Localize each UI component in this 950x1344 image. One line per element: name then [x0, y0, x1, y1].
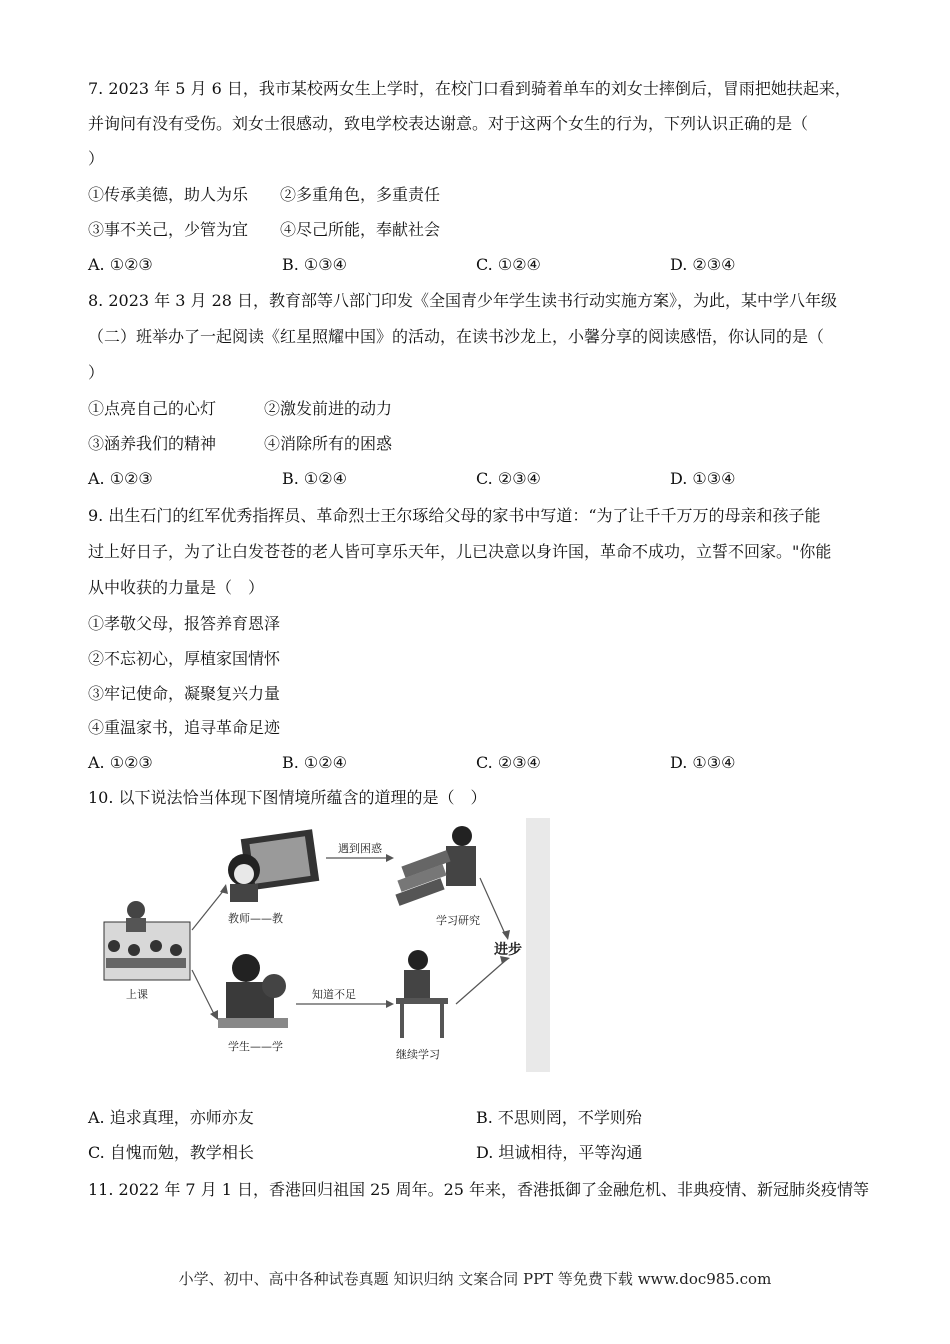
- q7-statements-1: ①传承美德，助人为乐 ②多重角色，多重责任: [88, 185, 441, 204]
- q7-statements-2: ③事不关己，少管为宜 ④尽己所能，奉献社会: [88, 220, 441, 239]
- q9-option-c: C. ②③④: [476, 753, 541, 772]
- arrow-label-confusion: 遇到困惑: [338, 842, 382, 855]
- q9-option-a: A. ①②③: [88, 753, 153, 772]
- q9-statement-4: ④重温家书，追寻革命足迹: [88, 718, 281, 737]
- q8-stem-line-1: 8. 2023 年 3 月 28 日，教育部等八部门印发《全国青少年学生读书行动实施方案》，为此，某中学八年级: [88, 291, 838, 310]
- q10-option-c: C. 自愧而勉，教学相长: [88, 1143, 254, 1162]
- q9-stem-line-1: 9. 出生石门的红军优秀指挥员、革命烈士王尔琢给父母的家书中写道：“为了让千千万万的母亲和孩子能: [88, 506, 821, 525]
- q7-stem-line-1: 7. 2023 年 5 月 6 日，我市某校两女生上学时，在校门口看到骑着单车的刘女士摔倒后，冒雨把她扶起来，: [88, 79, 851, 98]
- page-footer: 小学、初中、高中各种试卷真题 知识归纳 文案合同 PPT 等免费下载 www.doc985.com: [178, 1270, 772, 1288]
- q10-stem: 10. 以下说法恰当体现下图情境所蕴含的道理的是（ ）: [88, 788, 487, 807]
- label-research: 学习研究: [436, 914, 480, 927]
- q10-option-b: B. 不思则罔，不学则殆: [476, 1108, 642, 1127]
- q7-option-d: D. ②③④: [670, 255, 736, 274]
- q8-statements-2: ③涵养我们的精神 ④消除所有的困惑: [88, 434, 393, 453]
- q10-option-d: D. 坦诚相待，平等沟通: [476, 1143, 643, 1162]
- q9-stem-line-2: 过上好日子，为了让白发苍苍的老人皆可享乐天年，儿已决意以身许国，革命不成功，立誓不回家。"你能: [88, 542, 832, 561]
- q9-statement-3: ③牢记使命，凝聚复兴力量: [88, 684, 281, 703]
- label-class: 上课: [126, 988, 148, 1001]
- q7-option-b: B. ①③④: [282, 255, 347, 274]
- q9-option-b: B. ①②④: [282, 753, 347, 772]
- q10-illustration: [96, 818, 550, 1072]
- q7-stem-line-2: 并询问有没有受伤。刘女士很感动，致电学校表达谢意。对于这两个女生的行为，下列认识正确的是（: [88, 114, 809, 133]
- q7-option-a: A. ①②③: [88, 255, 153, 274]
- q8-option-b: B. ①②④: [282, 469, 347, 488]
- q9-stem-line-3: 从中收获的力量是（ ）: [88, 578, 265, 597]
- q8-stem-line-2: （二）班举办了一起阅读《红星照耀中国》的活动，在读书沙龙上，小馨分享的阅读感悟，你认同的是（: [88, 327, 825, 346]
- q9-statement-2: ②不忘初心，厚植家国情怀: [88, 649, 281, 668]
- q7-option-c: C. ①②④: [476, 255, 541, 274]
- label-student: 学生——学: [228, 1040, 283, 1053]
- q8-option-d: D. ①③④: [670, 469, 736, 488]
- q11-stem-line-1: 11. 2022 年 7 月 1 日，香港回归祖国 25 周年。25 年来，香港抵御了金融危机、非典疫情、新冠肺炎疫情等: [88, 1180, 870, 1199]
- q9-statement-1: ①孝敬父母，报答养育恩泽: [88, 614, 281, 633]
- q9-option-d: D. ①③④: [670, 753, 736, 772]
- q8-stem-line-3: ）: [88, 363, 105, 382]
- q10-option-a: A. 追求真理，亦师亦友: [88, 1108, 254, 1127]
- label-continue: 继续学习: [396, 1048, 440, 1061]
- label-progress: 进步: [494, 942, 522, 958]
- label-teacher: 教师——教: [228, 912, 283, 925]
- q8-statements-1: ①点亮自己的心灯 ②激发前进的动力: [88, 399, 393, 418]
- figure-edge-shadow: [526, 818, 550, 1072]
- q8-option-a: A. ①②③: [88, 469, 153, 488]
- q8-option-c: C. ②③④: [476, 469, 541, 488]
- q7-stem-line-3: ）: [88, 149, 105, 168]
- arrow-label-deficiency: 知道不足: [312, 988, 356, 1001]
